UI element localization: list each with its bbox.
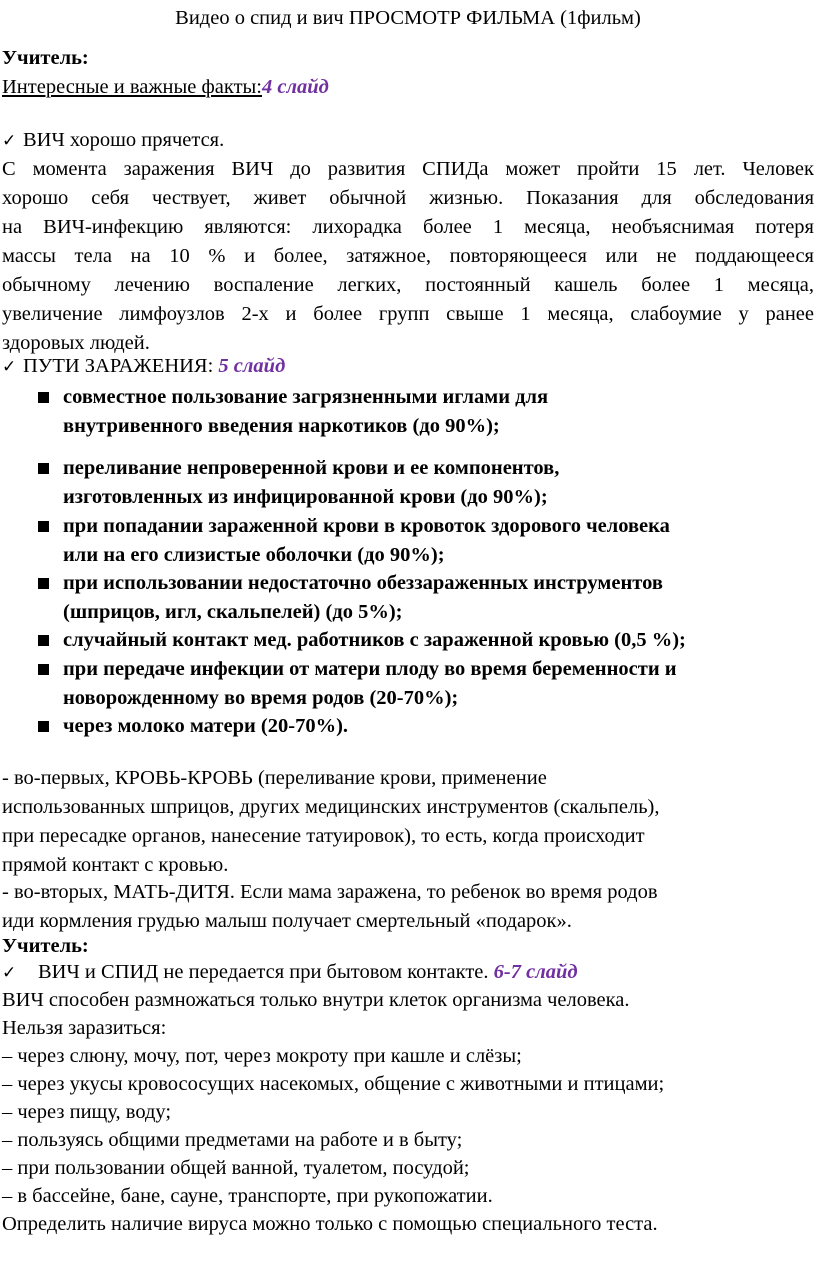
paragraph-line: ВИЧ способен размножаться только внутри клеток организма человека. [2, 989, 630, 1011]
teacher-label: Учитель: [2, 935, 89, 957]
list-item: – через пищу, воду; [2, 1101, 172, 1123]
routes-heading-line [2, 352, 816, 382]
list-item: – через укусы кровососущих насекомых, общение с животными и птицами; [2, 1073, 665, 1095]
slide-number: 6-7 слайд [493, 961, 578, 983]
not-transmitted-text: ВИЧ и СПИД не передается при бытовом контакте. [38, 961, 489, 983]
checkmark-icon: ✓ [2, 131, 17, 151]
checkmark-icon: ✓ [2, 963, 17, 983]
paragraph-line: Определить наличие вируса можно только с помощью специального теста. [2, 1213, 658, 1235]
checkmark-icon: ✓ [2, 357, 17, 377]
hiv-hides-line [2, 126, 816, 156]
document-page: Видео о спид и вич ПРОСМОТР ФИЛЬМА (1фильм) Учитель: Интересные и важные факты:4 слайд ✓ ВИЧ хорошо прячется. С момента заражения ВИЧ до развития СПИДа может пройти 15 лет. Человек хорошо себя чествует, живет обычной жизнью. Показания для обследования на ВИЧ-инфекцию являются: лихорадка более 1 месяца, необъяснимая потеря массы тела на 10 % и более, затяжное, повторяющееся или не поддающееся обычному лечению воспаление легких, постоянный кашель более 1 месяца, увеличение лимфоузлов 2-х и более групп свыше 1 месяца, слабоумие у ранее здоровых людей. ✓ ПУТИ ЗАРАЖЕНИЯ: 5 слайд совместное пользование загрязненными иглами для внутривенного введения наркотиков (до 90%); переливание непроверенной крови и ее компонентов, изготовленных из инфицированной крови (до 90%); при попадании зараженной крови в кровоток здорового человека или на его слизистые оболочки (до 90%); при использовании недостаточно обеззараженных инструментов (шприцов, игл, скальпелей) (до 5%); случайный контакт мед. работников с зараженной кровью (0,5 %); при передаче инфекции от матери плоду во время беременности и новорожденному во время родов (20-70%); через молоко матери (20-70%). - во-первых, КРОВЬ-КРОВЬ (переливание крови, применение использованных шприцов, других медицинских инструментов (скальпель), при пересадке органов, нанесение татуировок), то есть, когда происходит прямой контакт с кровью. - во-вторых, МАТЬ-ДИТЯ. Если мама заражена, то ребенок во время родов иди кормления грудью малыш получает смертельный «подарок». Учитель: ✓ ВИЧ и СПИД не передается при бытовом контакте. 6-7 слайд ВИЧ способен размножаться только внутри клеток организма человека. Нельзя заразиться: – через слюну, мочу, пот, через мокроту при кашле и слёзы; – через укусы кровососущих насекомых, общение с животными и птицами; – через пищу, воду; – пользуясь общими предметами на работе и в быту; – при пользовании общей ванной, туалетом, посудой; – в бассейне, бане, сауне, транспорте, при рукопожатии. Определить наличие вируса можно только с помощью специального теста. [0, 0, 816, 1269]
slide-number: 5 слайд [218, 355, 286, 377]
list-item: – пользуясь общими предметами на работе и в быту; [2, 1129, 463, 1151]
facts-heading-line [2, 73, 816, 102]
paragraph-line: увеличение лимфоузлов 2-х и более групп свыше 1 месяца, слабоумие у ранее [2, 303, 814, 325]
list-item: – в бассейне, бане, сауне, транспорте, при рукопожатии. [2, 1185, 493, 1207]
list-item: – через слюну, мочу, пот, через мокроту при кашле и слёзы; [2, 1045, 522, 1067]
not-transmitted-line [2, 958, 816, 988]
hiv-hides-text: ВИЧ хорошо прячется. [23, 129, 225, 151]
paragraph-line: прямой контакт с кровью. [2, 854, 229, 876]
facts-heading: Интересные и важные факты: [2, 76, 262, 98]
list-item: – при пользовании общей ванной, туалетом, посудой; [2, 1157, 470, 1179]
square-bullet-icon [38, 635, 49, 646]
paragraph-line: - во-первых, КРОВЬ-КРОВЬ (переливание крови, применение [2, 767, 547, 789]
paragraph-line: здоровых людей. [2, 332, 150, 354]
square-bullet-icon [38, 521, 49, 532]
square-bullet-icon [38, 392, 49, 403]
routes-heading: ПУТИ ЗАРАЖЕНИЯ: [23, 355, 214, 377]
paragraph-line: на ВИЧ-инфекцию являются: лихорадка более 1 месяца, необъяснимая потеря [2, 216, 814, 238]
paragraph-line: хорошо себя чествует, живет обычной жизнью. Показания для обследования [2, 187, 814, 209]
square-bullet-icon [38, 664, 49, 675]
paragraph-line: - во-вторых, МАТЬ-ДИТЯ. Если мама заражена, то ребенок во время родов [2, 881, 658, 903]
slide-number: 4 слайд [262, 76, 329, 98]
paragraph-line: при пересадке органов, нанесение татуировок), то есть, когда происходит [2, 825, 645, 847]
paragraph-line: С момента заражения ВИЧ до развития СПИДа может пройти 15 лет. Человек [2, 158, 814, 180]
paragraph-line: массы тела на 10 % и более, затяжное, повторяющееся или не поддающееся [2, 245, 814, 267]
square-bullet-icon [38, 463, 49, 474]
paragraph-line: обычному лечению воспаление легких, постоянный кашель более 1 месяца, [2, 274, 814, 296]
teacher-label: Учитель: [2, 47, 89, 69]
paragraph-line: Нельзя заразиться: [2, 1017, 167, 1039]
page-title: Видео о спид и вич ПРОСМОТР ФИЛЬМА (1фильм) [175, 7, 641, 29]
square-bullet-icon [38, 578, 49, 589]
square-bullet-icon [38, 721, 49, 732]
paragraph-line: иди кормления грудью малыш получает смертельный «подарок». [2, 910, 572, 932]
paragraph-line: использованных шприцов, других медицинских инструментов (скальпель), [2, 796, 660, 818]
